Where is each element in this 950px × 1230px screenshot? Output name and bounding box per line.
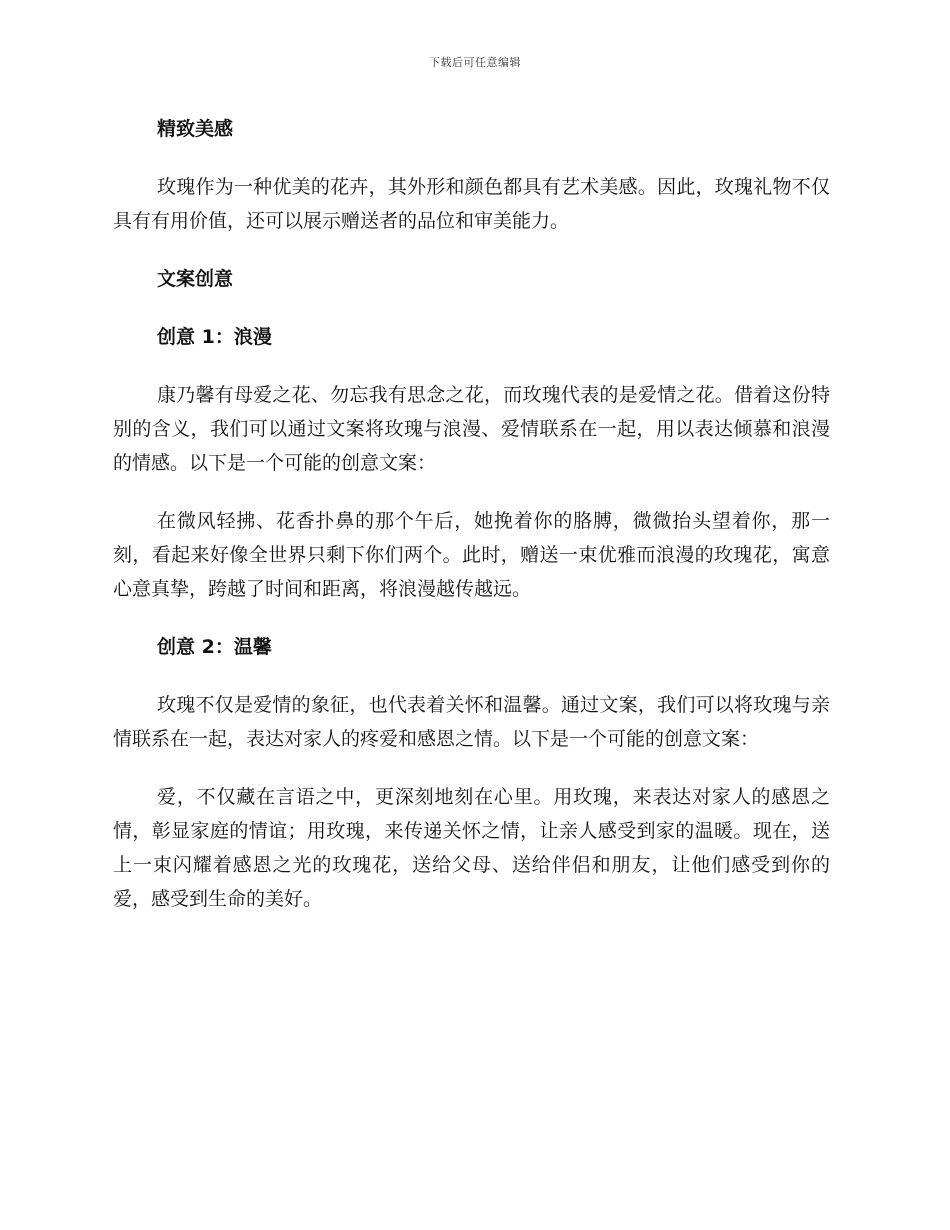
paragraph-idea-2-intro: 玫瑰不仅是爱情的象征，也代表着关怀和温馨。通过文案，我们可以将玫瑰与亲情联系在一起，表达对家人的疼爱和感恩之情。以下是一个可能的创意文案： [113, 694, 830, 750]
subheading-idea-2: 创意 2：温馨 [157, 636, 272, 658]
paragraph-aesthetic: 玫瑰作为一种优美的花卉，其外形和颜色都具有艺术美感。因此，玫瑰礼物不仅具有有用价值，还可以展示赠送者的品位和审美能力。 [113, 176, 830, 232]
paragraph-idea-1-intro: 康乃馨有母爱之花、勿忘我有思念之花，而玫瑰代表的是爱情之花。借着这份特别的含义，我们可以通过文案将玫瑰与浪漫、爱情联系在一起，用以表达倾慕和浪漫的情感。以下是一个可能的创意文案： [113, 384, 830, 474]
section-heading-aesthetic: 精致美感 [157, 118, 234, 140]
paragraph-idea-1-copy: 在微风轻拂、花香扑鼻的那个午后，她挽着你的胳膊，微微抬头望着你，那一刻，看起来好像全世界只剩下你们两个。此时，赠送一束优雅而浪漫的玫瑰花，寓意心意真挚，跨越了时间和距离，将浪漫越传越远。 [113, 510, 830, 600]
paragraph-idea-2-copy: 爱，不仅藏在言语之中，更深刻地刻在心里。用玫瑰，来表达对家人的感恩之情，彰显家庭的情谊；用玫瑰，来传递关怀之情，让亲人感受到家的温暖。现在，送上一束闪耀着感恩之光的玫瑰花，送给父母、送给伴侣和朋友，让他们感受到你的爱，感受到生命的美好。 [113, 786, 830, 910]
subheading-idea-1: 创意 1：浪漫 [157, 326, 272, 348]
section-heading-copywriting: 文案创意 [157, 268, 234, 290]
document-body [113, 112, 830, 940]
page-header: 下载后可任意编辑 [429, 56, 521, 69]
